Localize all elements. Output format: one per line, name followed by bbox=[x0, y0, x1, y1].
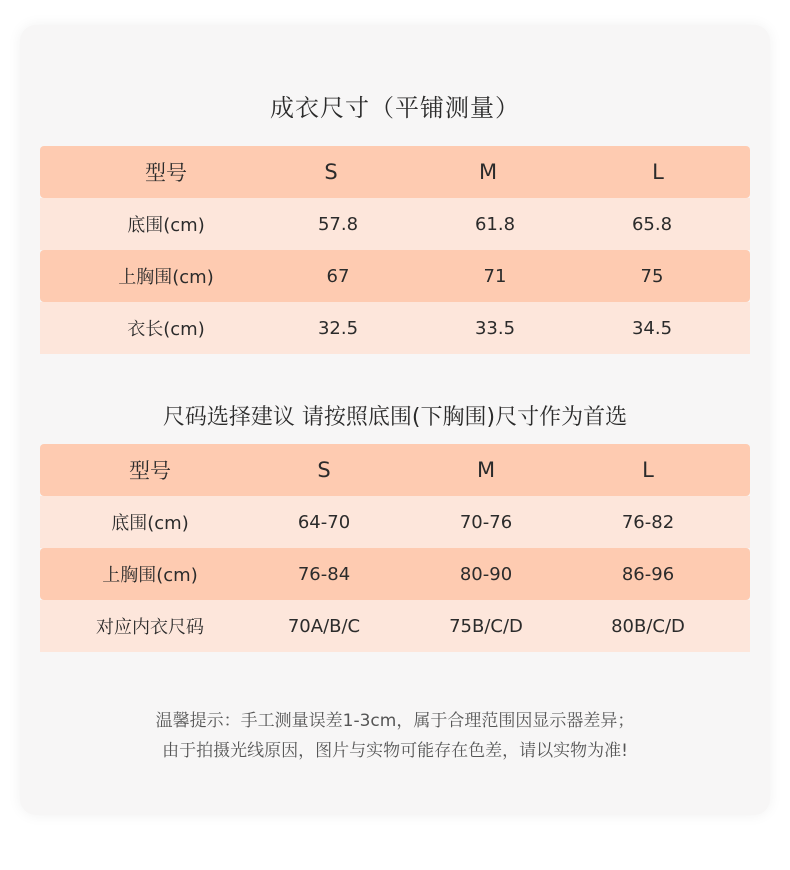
table-cell: 80B/C/D bbox=[611, 615, 685, 637]
footnote-line-2: 由于拍摄光线原因，图片与实物可能存在色差，请以实物为准! bbox=[162, 741, 628, 761]
footnote bbox=[0, 706, 790, 766]
table-cell: 76-82 bbox=[621, 511, 675, 533]
table-row bbox=[40, 548, 750, 600]
table2-title: 尺码选择建议 请按照底围(下胸围)尺寸作为首选 bbox=[162, 405, 628, 430]
table-cell: 86-96 bbox=[621, 563, 675, 585]
table-cell: 上胸围(cm) bbox=[102, 565, 198, 586]
table-row bbox=[40, 496, 750, 548]
table1-title: 成衣尺寸（平铺测量） bbox=[270, 94, 520, 122]
table-header-row bbox=[40, 146, 750, 198]
header-cell: M bbox=[476, 458, 496, 482]
table-cell: 65.8 bbox=[631, 213, 673, 235]
table-cell: 76-84 bbox=[297, 563, 351, 585]
table-cell: 71 bbox=[483, 265, 507, 287]
header-cell: L bbox=[652, 160, 664, 184]
table-cell: 33.5 bbox=[474, 317, 516, 339]
table-cell: 67 bbox=[326, 265, 350, 287]
table-cell: 61.8 bbox=[474, 213, 516, 235]
table1 bbox=[40, 146, 750, 354]
table-cell: 75 bbox=[640, 265, 664, 287]
table-cell: 70-76 bbox=[459, 511, 513, 533]
table-cell: 57.8 bbox=[317, 213, 359, 235]
table-cell: 32.5 bbox=[317, 317, 359, 339]
header-cell: L bbox=[642, 458, 654, 482]
table-cell: 底围(cm) bbox=[127, 215, 205, 236]
table2 bbox=[40, 444, 750, 652]
table-row bbox=[40, 250, 750, 302]
table-row bbox=[40, 198, 750, 250]
table-cell: 80-90 bbox=[459, 563, 513, 585]
header-cell: M bbox=[478, 160, 498, 184]
header-cell: S bbox=[317, 458, 331, 482]
table-cell: 34.5 bbox=[631, 317, 673, 339]
table-cell: 75B/C/D bbox=[449, 615, 523, 637]
table-row bbox=[40, 302, 750, 354]
header-cell: 型号 bbox=[145, 161, 187, 185]
header-cell: S bbox=[324, 160, 338, 184]
table-cell: 对应内衣尺码 bbox=[96, 617, 204, 638]
header-cell: 型号 bbox=[129, 459, 171, 483]
table-cell: 底围(cm) bbox=[111, 513, 189, 534]
table-cell: 70A/B/C bbox=[287, 615, 361, 637]
table-header-row bbox=[40, 444, 750, 496]
table-row bbox=[40, 600, 750, 652]
footnote-line-1: 温馨提示：手工测量误差1-3cm，属于合理范围因显示器差异； bbox=[155, 711, 635, 731]
table-cell: 上胸围(cm) bbox=[118, 267, 214, 288]
table-cell: 64-70 bbox=[297, 511, 351, 533]
table-cell: 衣长(cm) bbox=[127, 319, 205, 340]
